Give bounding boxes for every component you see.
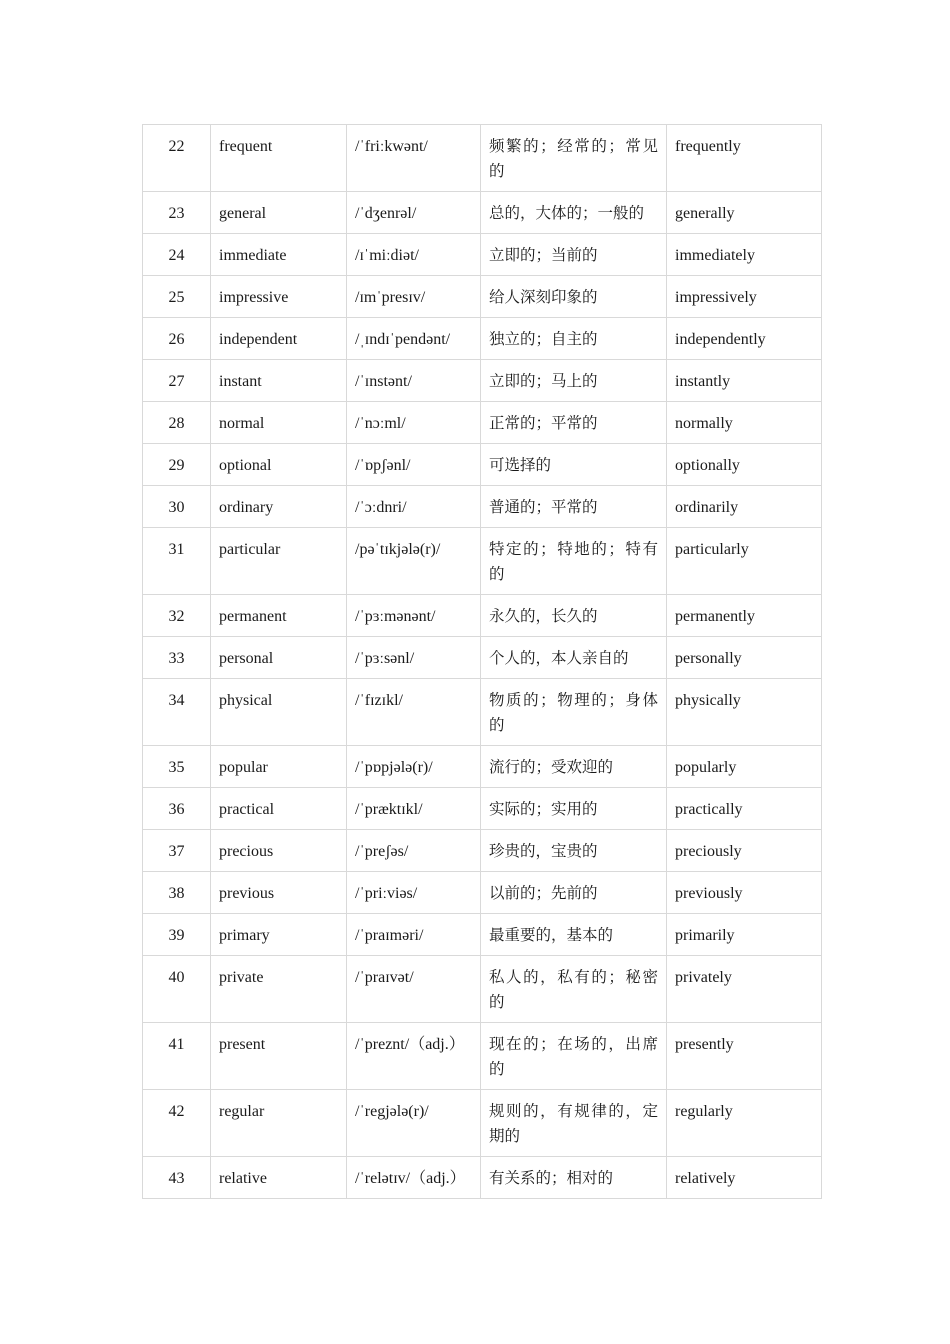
chinese-meaning: 普通的；平常的 xyxy=(481,486,667,528)
adverb-form: personally xyxy=(667,637,822,679)
chinese-meaning: 流行的；受欢迎的 xyxy=(481,746,667,788)
adjective-word: regular xyxy=(211,1090,347,1157)
adjective-word: previous xyxy=(211,872,347,914)
adverb-form: presently xyxy=(667,1023,822,1090)
adverb-form: regularly xyxy=(667,1090,822,1157)
table-row xyxy=(143,830,822,872)
adjective-word: normal xyxy=(211,402,347,444)
chinese-meaning: 特定的；特地的；特有的 xyxy=(481,528,667,595)
row-number: 33 xyxy=(143,637,211,679)
row-number: 26 xyxy=(143,318,211,360)
chinese-meaning: 永久的，长久的 xyxy=(481,595,667,637)
adjective-word: popular xyxy=(211,746,347,788)
adjective-word: ordinary xyxy=(211,486,347,528)
chinese-meaning: 可选择的 xyxy=(481,444,667,486)
row-number: 36 xyxy=(143,788,211,830)
phonetic-transcription: /ˈpriːviəs/ xyxy=(347,872,481,914)
adverb-form: primarily xyxy=(667,914,822,956)
phonetic-transcription: /ˈɪnstənt/ xyxy=(347,360,481,402)
table-row xyxy=(143,528,822,595)
chinese-meaning: 私人的，私有的；秘密的 xyxy=(481,956,667,1023)
adjective-word: personal xyxy=(211,637,347,679)
row-number: 40 xyxy=(143,956,211,1023)
adverb-form: particularly xyxy=(667,528,822,595)
adjective-word: precious xyxy=(211,830,347,872)
row-number: 42 xyxy=(143,1090,211,1157)
adverb-form: instantly xyxy=(667,360,822,402)
adjective-word: general xyxy=(211,192,347,234)
phonetic-transcription: /ˈpɜːmənənt/ xyxy=(347,595,481,637)
table-row xyxy=(143,1023,822,1090)
row-number: 35 xyxy=(143,746,211,788)
phonetic-transcription: /pəˈtɪkjələ(r)/ xyxy=(347,528,481,595)
table-row xyxy=(143,872,822,914)
table-row xyxy=(143,956,822,1023)
adjective-word: practical xyxy=(211,788,347,830)
table-row xyxy=(143,276,822,318)
chinese-meaning: 总的，大体的；一般的 xyxy=(481,192,667,234)
row-number: 37 xyxy=(143,830,211,872)
phonetic-transcription: /ɪmˈpresɪv/ xyxy=(347,276,481,318)
table-row xyxy=(143,637,822,679)
row-number: 28 xyxy=(143,402,211,444)
adverb-form: impressively xyxy=(667,276,822,318)
phonetic-transcription: /ˈpreznt/（adj.） xyxy=(347,1023,481,1090)
table-row xyxy=(143,914,822,956)
chinese-meaning: 现在的；在场的，出席的 xyxy=(481,1023,667,1090)
row-number: 30 xyxy=(143,486,211,528)
row-number: 38 xyxy=(143,872,211,914)
row-number: 39 xyxy=(143,914,211,956)
adverb-form: generally xyxy=(667,192,822,234)
table-row xyxy=(143,1157,822,1199)
adverb-form: normally xyxy=(667,402,822,444)
row-number: 22 xyxy=(143,125,211,192)
adjective-word: independent xyxy=(211,318,347,360)
phonetic-transcription: /ˈfriːkwənt/ xyxy=(347,125,481,192)
phonetic-transcription: /ˌɪndɪˈpendənt/ xyxy=(347,318,481,360)
table-row xyxy=(143,1090,822,1157)
adjective-word: optional xyxy=(211,444,347,486)
chinese-meaning: 以前的；先前的 xyxy=(481,872,667,914)
table-row xyxy=(143,595,822,637)
adjective-word: private xyxy=(211,956,347,1023)
adjective-word: particular xyxy=(211,528,347,595)
adjective-word: instant xyxy=(211,360,347,402)
phonetic-transcription: /ɪˈmiːdiət/ xyxy=(347,234,481,276)
table-row xyxy=(143,125,822,192)
adverb-form: ordinarily xyxy=(667,486,822,528)
row-number: 32 xyxy=(143,595,211,637)
phonetic-transcription: /ˈrelətɪv/（adj.） xyxy=(347,1157,481,1199)
phonetic-transcription: /ˈpreʃəs/ xyxy=(347,830,481,872)
chinese-meaning: 珍贵的，宝贵的 xyxy=(481,830,667,872)
chinese-meaning: 给人深刻印象的 xyxy=(481,276,667,318)
adverb-form: practically xyxy=(667,788,822,830)
table-row xyxy=(143,788,822,830)
adverb-form: immediately xyxy=(667,234,822,276)
vocabulary-table-body xyxy=(143,125,822,1199)
chinese-meaning: 独立的；自主的 xyxy=(481,318,667,360)
row-number: 43 xyxy=(143,1157,211,1199)
adverb-form: optionally xyxy=(667,444,822,486)
chinese-meaning: 立即的；马上的 xyxy=(481,360,667,402)
phonetic-transcription: /ˈɒpʃənl/ xyxy=(347,444,481,486)
chinese-meaning: 物质的；物理的；身体的 xyxy=(481,679,667,746)
adverb-form: privately xyxy=(667,956,822,1023)
chinese-meaning: 立即的；当前的 xyxy=(481,234,667,276)
row-number: 24 xyxy=(143,234,211,276)
adjective-word: primary xyxy=(211,914,347,956)
table-row xyxy=(143,746,822,788)
row-number: 23 xyxy=(143,192,211,234)
row-number: 31 xyxy=(143,528,211,595)
row-number: 25 xyxy=(143,276,211,318)
chinese-meaning: 规则的，有规律的，定期的 xyxy=(481,1090,667,1157)
adjective-word: immediate xyxy=(211,234,347,276)
phonetic-transcription: /ˈpraɪvət/ xyxy=(347,956,481,1023)
row-number: 27 xyxy=(143,360,211,402)
adjective-word: present xyxy=(211,1023,347,1090)
row-number: 29 xyxy=(143,444,211,486)
adjective-word: relative xyxy=(211,1157,347,1199)
table-row xyxy=(143,234,822,276)
phonetic-transcription: /ˈpraɪməri/ xyxy=(347,914,481,956)
adverb-form: previously xyxy=(667,872,822,914)
vocabulary-table xyxy=(142,124,822,1199)
phonetic-transcription: /ˈfɪzɪkl/ xyxy=(347,679,481,746)
phonetic-transcription: /ˈpɜːsənl/ xyxy=(347,637,481,679)
chinese-meaning: 最重要的，基本的 xyxy=(481,914,667,956)
adverb-form: physically xyxy=(667,679,822,746)
chinese-meaning: 个人的，本人亲自的 xyxy=(481,637,667,679)
phonetic-transcription: /ˈpræktɪkl/ xyxy=(347,788,481,830)
chinese-meaning: 正常的；平常的 xyxy=(481,402,667,444)
chinese-meaning: 实际的；实用的 xyxy=(481,788,667,830)
phonetic-transcription: /ˈnɔːml/ xyxy=(347,402,481,444)
adjective-word: impressive xyxy=(211,276,347,318)
chinese-meaning: 有关系的；相对的 xyxy=(481,1157,667,1199)
phonetic-transcription: /ˈpɒpjələ(r)/ xyxy=(347,746,481,788)
chinese-meaning: 频繁的；经常的；常见的 xyxy=(481,125,667,192)
adjective-word: physical xyxy=(211,679,347,746)
document-page xyxy=(142,124,821,1199)
adjective-word: permanent xyxy=(211,595,347,637)
adverb-form: preciously xyxy=(667,830,822,872)
row-number: 41 xyxy=(143,1023,211,1090)
phonetic-transcription: /ˈregjələ(r)/ xyxy=(347,1090,481,1157)
adverb-form: independently xyxy=(667,318,822,360)
adverb-form: permanently xyxy=(667,595,822,637)
row-number: 34 xyxy=(143,679,211,746)
table-row xyxy=(143,360,822,402)
table-row xyxy=(143,318,822,360)
adjective-word: frequent xyxy=(211,125,347,192)
adverb-form: popularly xyxy=(667,746,822,788)
table-row xyxy=(143,402,822,444)
phonetic-transcription: /ˈdʒenrəl/ xyxy=(347,192,481,234)
table-row xyxy=(143,192,822,234)
phonetic-transcription: /ˈɔːdnri/ xyxy=(347,486,481,528)
table-row xyxy=(143,444,822,486)
adverb-form: relatively xyxy=(667,1157,822,1199)
table-row xyxy=(143,679,822,746)
adverb-form: frequently xyxy=(667,125,822,192)
table-row xyxy=(143,486,822,528)
